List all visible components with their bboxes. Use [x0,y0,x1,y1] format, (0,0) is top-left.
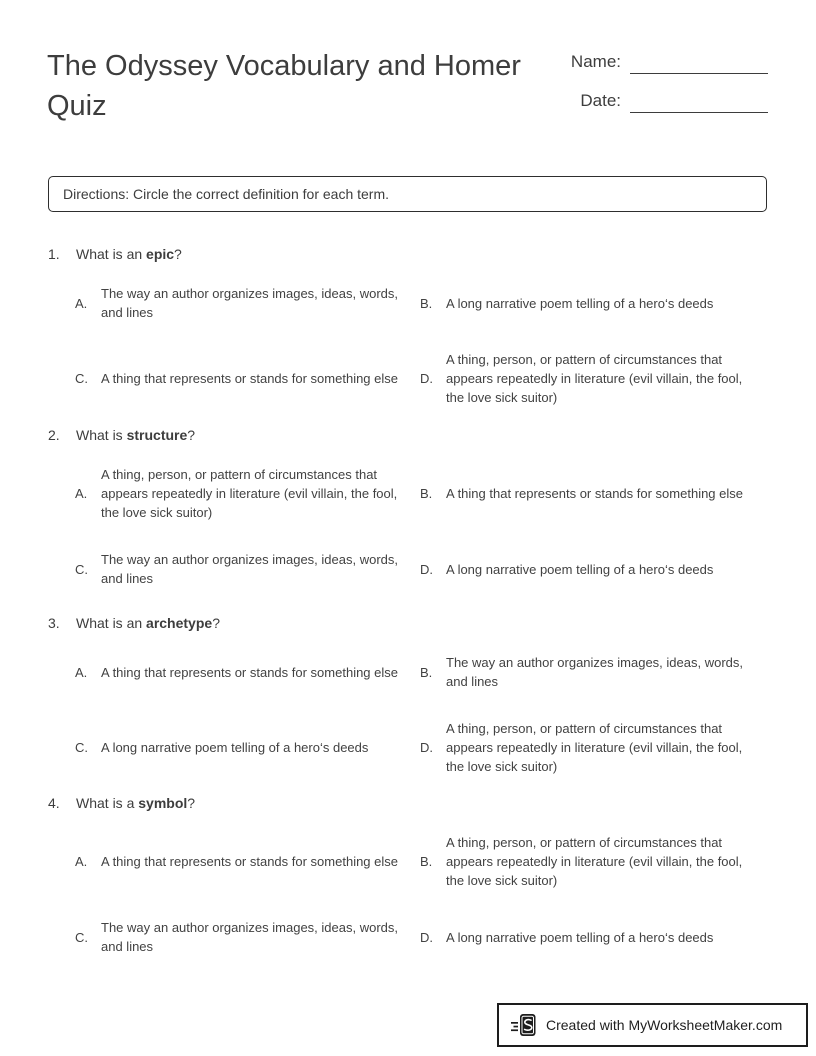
option-c [75,369,400,388]
option-text: The way an author organizes images, ideas, words, and lines [101,286,398,320]
option-letter: C. [75,740,88,755]
option-text: A long narrative poem telling of a hero‘s deeds [446,295,714,311]
name-date-block [538,50,768,128]
date-row [538,89,768,113]
option-letter: B. [420,295,433,311]
question-text: What is a symbol? [76,795,196,811]
directions-text: Directions: Circle the correct definition for each term. [63,186,390,202]
name-blank-line [630,51,768,74]
question-heading [48,613,768,633]
options-grid [75,653,768,776]
question-text: What is structure? [76,427,196,443]
option-text: The way an author organizes images, ideas, words, and lines [101,552,398,586]
date-blank-line [630,90,768,113]
option-letter: D. [420,740,433,755]
option-text: A thing, person, or pattern of circumstances that appears repeatedly in literature (evil villain, the fool, the love sick suitor) [446,835,743,888]
question-text: What is an epic? [76,246,182,262]
options-grid [75,833,768,956]
option-text: A long narrative poem telling of a hero‘s deeds [446,561,714,577]
option-c [75,918,400,956]
question-heading [48,425,768,445]
question-number: 2. [48,427,60,443]
option-letter: D. [420,371,433,386]
option-a [75,852,400,871]
option-text: A thing that represents or stands for something else [101,664,399,680]
option-text: A long narrative poem telling of a hero‘s deeds [101,740,369,755]
option-d [420,928,745,947]
option-letter: C. [75,371,88,386]
option-a [75,663,400,682]
directions-box [48,176,767,212]
option-c [75,738,400,757]
question-block-3 [48,613,768,776]
option-a [75,465,400,522]
option-b [420,294,745,313]
option-text: A thing that represents or stands for something else [101,854,399,869]
options-grid [75,465,768,588]
option-letter: D. [420,929,433,945]
option-letter: B. [420,664,433,680]
option-letter: A. [75,854,88,869]
option-text: A long narrative poem telling of a hero‘s deeds [446,929,714,945]
question-text: What is an archetype? [76,615,220,631]
option-text: A thing, person, or pattern of circumstances that appears repeatedly in literature (evil villain, the fool, the love sick suitor) [446,721,743,774]
page-title: The Odyssey Vocabulary and Homer Quiz [47,50,521,122]
option-a [75,284,400,322]
option-letter: D. [420,561,433,577]
question-heading [48,244,768,264]
option-text: The way an author organizes images, ideas, words, and lines [101,920,398,954]
option-d [420,719,745,776]
option-b [420,653,745,691]
question-number: 4. [48,795,60,811]
question-term: symbol [138,795,188,811]
option-c [75,550,400,588]
option-text: A thing, person, or pattern of circumstances that appears repeatedly in literature (evil villain, the fool, the love sick suitor) [446,352,743,405]
option-d [420,350,745,407]
option-text: The way an author organizes images, ideas, words, and lines [446,655,743,689]
question-term: archetype [146,615,213,631]
option-letter: A. [75,664,88,680]
question-heading [48,793,768,813]
option-letter: B. [420,854,433,869]
name-row [538,50,768,74]
question-block-4 [48,793,768,956]
name-label: Name: [570,52,621,71]
option-letter: B. [420,486,433,501]
option-text: A thing, person, or pattern of circumstances that appears repeatedly in literature (evil villain, the fool, the love sick suitor) [101,467,398,520]
option-text: A thing that represents or stands for something else [101,371,399,386]
option-letter: A. [75,295,88,311]
worksheet-logo-icon [511,1011,537,1039]
option-letter: A. [75,486,88,501]
question-number: 3. [48,615,60,631]
question-block-2 [48,425,768,588]
option-text: A thing that represents or stands for something else [446,486,744,501]
question-number: 1. [48,246,60,262]
options-grid [75,284,768,407]
footer-credit-text: Created with MyWorksheetMaker.com [546,1017,783,1033]
option-d [420,560,745,579]
date-label: Date: [580,91,621,110]
option-b [420,833,745,890]
question-term: epic [146,246,175,262]
question-block-1 [48,244,768,407]
question-term: structure [126,427,188,443]
option-letter: C. [75,561,88,577]
footer-credit-box[interactable] [497,1003,808,1047]
option-letter: C. [75,929,88,945]
option-b [420,484,745,503]
